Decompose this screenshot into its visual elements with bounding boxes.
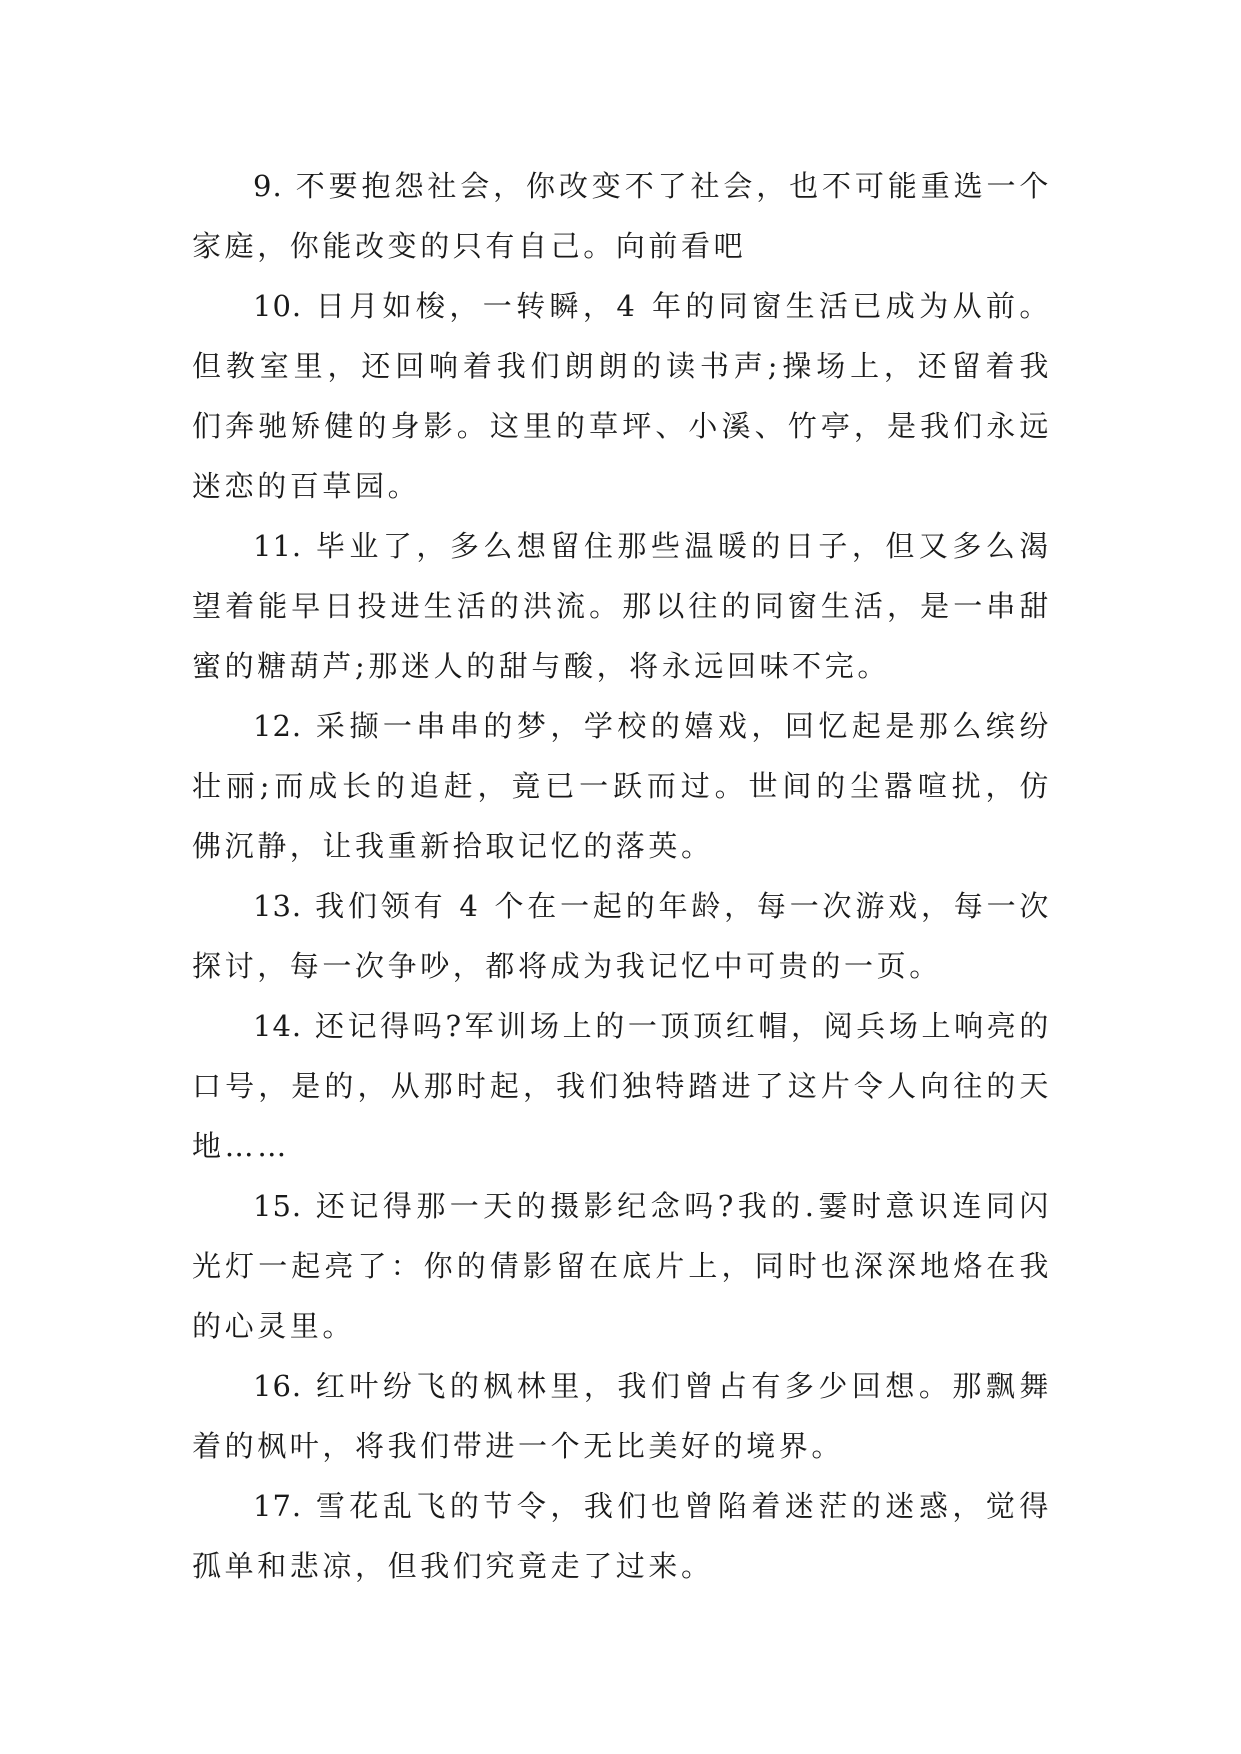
paragraph-text: 我们领有 4 个在一起的年龄，每一次游戏，每一次探讨，每一次争吵，都将成为我记忆中可贵的一页。 [192, 889, 1052, 983]
paragraph-10 [192, 276, 1052, 516]
paragraph-text: 日月如梭，一转瞬，4 年的同窗生活已成为从前。但教室里，还回响着我们朗朗的读书声;操场上，还留着我们奔驰矫健的身影。这里的草坪、小溪、竹亭，是我们永远迷恋的百草园。 [192, 289, 1052, 503]
paragraph-number: 14. [253, 1009, 303, 1043]
paragraph-text: 还记得那一天的摄影纪念吗?我的.霎时意识连同闪光灯一起亮了：你的倩影留在底片上，同时也深深地烙在我的心灵里。 [192, 1189, 1052, 1343]
paragraph-text: 红叶纷飞的枫林里，我们曾占有多少回想。那飘舞着的枫叶，将我们带进一个无比美好的境界。 [192, 1369, 1053, 1463]
paragraph-text: 不要抱怨社会，你改变不了社会，也不可能重选一个家庭，你能改变的只有自己。向前看吧 [192, 169, 1052, 263]
paragraph-17 [192, 1476, 1052, 1596]
paragraph-text: 毕业了，多么想留住那些温暖的日子，但又多么渴望着能早日投进生活的洪流。那以往的同窗生活，是一串甜蜜的糖葫芦;那迷人的甜与酸，将永远回味不完。 [192, 529, 1053, 683]
paragraph-15 [192, 1176, 1052, 1356]
paragraph-number: 16. [253, 1369, 303, 1403]
paragraph-number: 13. [253, 889, 303, 923]
paragraph-14 [192, 996, 1052, 1176]
paragraph-number: 15. [253, 1189, 303, 1223]
paragraph-number: 10. [253, 289, 303, 323]
paragraph-11 [192, 516, 1052, 696]
paragraph-12 [192, 696, 1052, 876]
paragraph-16 [192, 1356, 1052, 1476]
paragraph-number: 9. [253, 169, 283, 203]
document-page [192, 156, 1052, 1596]
paragraph-9 [192, 156, 1052, 276]
paragraph-number: 12. [253, 709, 303, 743]
paragraph-text: 采撷一串串的梦，学校的嬉戏，回忆起是那么缤纷壮丽;而成长的追赶，竟已一跃而过。世间的尘嚣喧扰，仿佛沉静，让我重新拾取记忆的落英。 [192, 709, 1053, 863]
paragraph-text: 雪花乱飞的节令，我们也曾陷着迷茫的迷惑，觉得孤单和悲凉，但我们究竟走了过来。 [192, 1489, 1053, 1583]
paragraph-number: 11. [253, 529, 303, 563]
paragraph-13 [192, 876, 1052, 996]
paragraph-number: 17. [253, 1489, 303, 1523]
paragraph-text: 还记得吗?军训场上的一顶顶红帽，阅兵场上响亮的口号，是的，从那时起，我们独特踏进了这片令人向往的天地…… [192, 1009, 1052, 1163]
